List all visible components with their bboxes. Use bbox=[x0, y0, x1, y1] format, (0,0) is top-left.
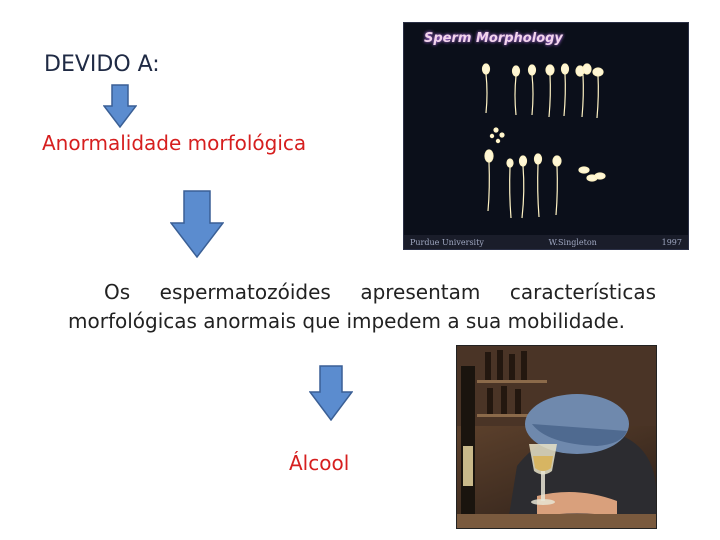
down-arrow-icon bbox=[170, 190, 224, 258]
photo-illustration bbox=[457, 346, 656, 528]
footer-year: 1997 bbox=[661, 237, 682, 247]
down-arrow-icon bbox=[309, 365, 353, 421]
heading-devido: DEVIDO A: bbox=[44, 52, 160, 77]
drunk-man-photo bbox=[456, 345, 657, 529]
down-arrow-icon bbox=[103, 84, 137, 128]
sperm-cells-graphic bbox=[404, 23, 688, 249]
alcohol-text: Álcool bbox=[289, 451, 350, 475]
description-paragraph: Os espermatozóides apresentam características morfológicas anormais que impedem a sua mobilidade. bbox=[68, 280, 656, 333]
sperm-image-title: Sperm Morphology bbox=[424, 31, 563, 46]
cause-text: Anormalidade morfológica bbox=[42, 131, 307, 155]
sperm-image-footer bbox=[404, 235, 688, 249]
footer-author: W.Singleton bbox=[548, 237, 597, 247]
sperm-morphology-image bbox=[403, 22, 689, 250]
footer-source: Purdue University bbox=[410, 237, 484, 247]
